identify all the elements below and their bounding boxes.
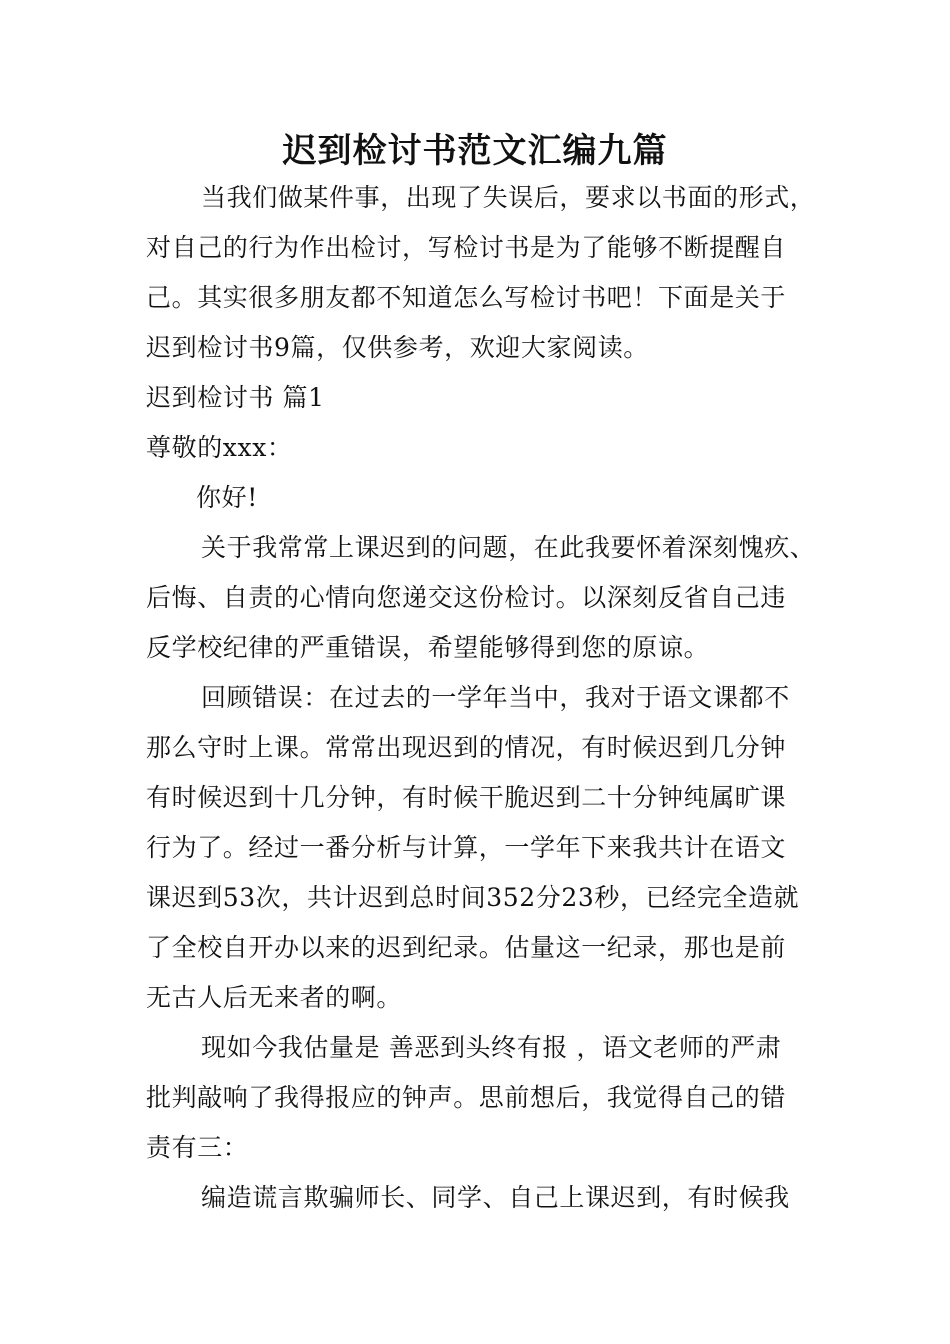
paragraph-line: 责有三： <box>146 1133 249 1162</box>
section-heading: 迟到检讨书 篇1 <box>146 383 325 412</box>
paragraph-line: 行为了。经过一番分析与计算，一学年下来我共计在语文 <box>146 833 787 862</box>
paragraph-line: 那么守时上课。常常出现迟到的情况，有时候迟到几分钟 <box>146 733 787 762</box>
paragraph-line: 课迟到53次，共计迟到总时间352分23秒，已经完全造就 <box>146 883 800 912</box>
paragraph-line: 关于我常常上课迟到的问题，在此我要怀着深刻愧疚、 <box>201 533 816 562</box>
paragraph-line: 现如今我估量是 善恶到头终有报 ，语文老师的严肃 <box>201 1033 782 1062</box>
paragraph-line: 迟到检讨书9篇，仅供参考，欢迎大家阅读。 <box>146 333 649 362</box>
paragraph-line: 了全校自开办以来的迟到纪录。估量这一纪录，那也是前 <box>146 933 787 962</box>
greeting: 你好! <box>196 483 258 512</box>
paragraph-line: 无古人后无来者的啊。 <box>146 983 403 1012</box>
paragraph-line: 有时候迟到十几分钟，有时候干脆迟到二十分钟纯属旷课 <box>146 783 787 812</box>
paragraph-line: 批判敲响了我得报应的钟声。思前想后，我觉得自己的错 <box>146 1083 787 1112</box>
paragraph-line: 反学校纪律的严重错误，希望能够得到您的原谅。 <box>146 633 710 662</box>
paragraph-line: 当我们做某件事，出现了失误后，要求以书面的形式， <box>201 183 816 212</box>
paragraph-line: 回顾错误：在过去的一学年当中，我对于语文课都不 <box>201 683 790 712</box>
paragraph-line: 后悔、自责的心情向您递交这份检讨。以深刻反省自己违 <box>146 583 787 612</box>
document-title: 迟到检讨书范文汇编九篇 <box>282 131 668 171</box>
paragraph-line: 己。其实很多朋友都不知道怎么写检讨书吧！下面是关于 <box>146 283 787 312</box>
salutation: 尊敬的xxx： <box>146 433 293 462</box>
paragraph-line: 对自己的行为作出检讨，写检讨书是为了能够不断提醒自 <box>146 233 787 262</box>
paragraph-line: 编造谎言欺骗师长、同学、自己上课迟到，有时候我 <box>201 1183 790 1212</box>
